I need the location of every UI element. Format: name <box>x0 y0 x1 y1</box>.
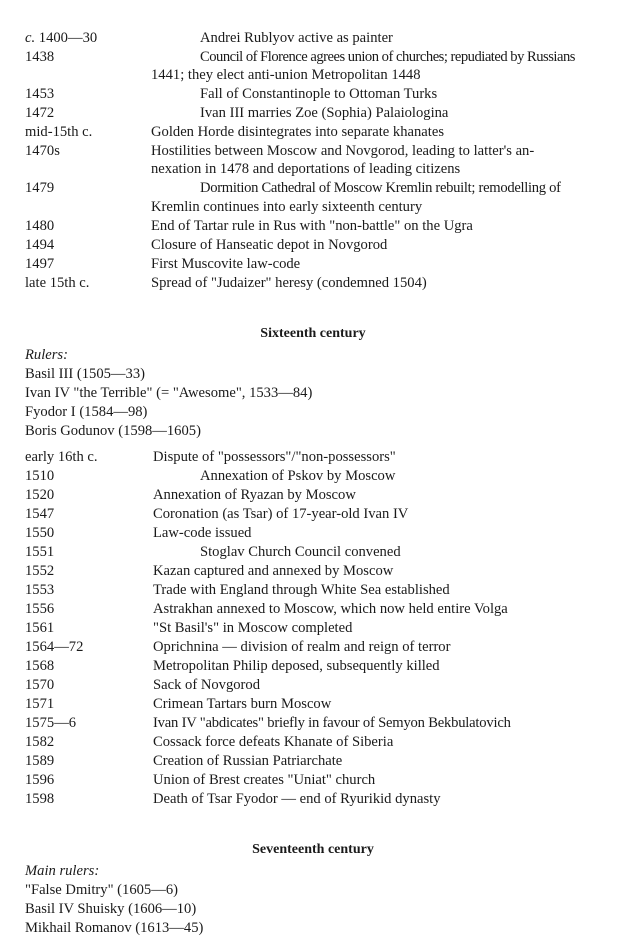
entry-date: 1480 <box>25 218 55 234</box>
entry-text: Crimean Tartars burn Moscow <box>153 696 332 712</box>
entry-date: c. 1400—30 <box>25 30 98 46</box>
section-heading: Seventeenth century <box>252 842 374 857</box>
entry-date: 1510 <box>25 468 55 484</box>
entry-date: mid-15th c. <box>25 124 93 140</box>
entry-date: early 16th c. <box>25 449 98 465</box>
ruler-item: Fyodor I (1584—98) <box>25 404 148 420</box>
entry-date: 1551 <box>25 544 55 560</box>
entry-date: 1552 <box>25 563 55 579</box>
entry-date: 1598 <box>25 791 55 807</box>
entry-date: 1520 <box>25 487 55 503</box>
entry-text-cont: nexation in 1478 and deportations of leading citizens <box>151 161 461 177</box>
entry-text: Creation of Russian Patriarchate <box>153 753 343 769</box>
entry-text: Death of Tsar Fyodor — end of Ryurikid dynasty <box>153 791 441 807</box>
entry-text: Andrei Rublyov active as painter <box>200 30 393 46</box>
entry-text: Golden Horde disintegrates into separate khanates <box>151 124 444 140</box>
entry-date: 1561 <box>25 620 55 636</box>
entry-date: 1575—6 <box>25 715 77 731</box>
entry-date: 1470s <box>25 143 60 159</box>
entry-text: Coronation (as Tsar) of 17-year-old Ivan IV <box>153 506 409 522</box>
ruler-item: Boris Godunov (1598—1605) <box>25 423 201 439</box>
entry-text: Union of Brest creates "Uniat" church <box>153 772 376 788</box>
ruler-item: Basil III (1505—33) <box>25 366 145 382</box>
entry-text: Dispute of "possessors"/"non-possessors" <box>153 449 396 465</box>
entry-text: Ivan IV "abdicates" briefly in favour of Semyon Bekbulatovich <box>153 715 511 731</box>
ruler-item: Mikhail Romanov (1613—45) <box>25 920 204 936</box>
entry-text: Astrakhan annexed to Moscow, which now held entire Volga <box>153 601 508 617</box>
entry-text: Law-code issued <box>153 525 252 541</box>
entry-text: End of Tartar rule in Rus with "non-battle" on the Ugra <box>151 218 473 234</box>
entry-date: late 15th c. <box>25 275 90 291</box>
entry-text: Spread of "Judaizer" heresy (condemned 1504) <box>151 275 427 291</box>
entry-date: 1570 <box>25 677 55 693</box>
entry-text: Cossack force defeats Khanate of Siberia <box>153 734 394 750</box>
entry-text: Annexation of Pskov by Moscow <box>200 468 396 484</box>
entry-text: Fall of Constantinople to Ottoman Turks <box>200 86 438 102</box>
entry-text: Oprichnina — division of realm and reign of terror <box>153 639 451 655</box>
entry-date: 1571 <box>25 696 55 712</box>
entry-date: 1494 <box>25 237 55 253</box>
entry-text: Kazan captured and annexed by Moscow <box>153 563 394 579</box>
entry-text: "St Basil's" in Moscow completed <box>153 620 353 636</box>
entry-date: 1556 <box>25 601 55 617</box>
entry-date: 1596 <box>25 772 55 788</box>
section-heading: Sixteenth century <box>260 326 366 341</box>
entry-text-cont: Kremlin continues into early sixteenth century <box>151 199 423 215</box>
entry-text: Closure of Hanseatic depot in Novgorod <box>151 237 388 253</box>
rulers-label: Main rulers: <box>25 863 100 879</box>
entry-text: Council of Florence agrees union of churches; repudiated by Russians <box>200 49 575 65</box>
ruler-item: "False Dmitry" (1605—6) <box>25 882 178 898</box>
entry-text: Sack of Novgorod <box>153 677 261 693</box>
entry-text: Hostilities between Moscow and Novgorod, leading to latter's an- <box>151 143 535 159</box>
entry-date: 1479 <box>25 180 55 196</box>
entry-text-cont: 1441; they elect anti-union Metropolitan 1448 <box>151 67 421 83</box>
entry-text: Ivan III marries Zoe (Sophia) Palaiologina <box>200 105 449 121</box>
entry-date: 1438 <box>25 49 55 65</box>
entry-text: Dormition Cathedral of Moscow Kremlin rebuilt; remodelling of <box>200 180 561 196</box>
rulers-label: Rulers: <box>25 347 68 363</box>
entry-date: 1582 <box>25 734 55 750</box>
ruler-item: Ivan IV "the Terrible" (= "Awesome", 1533—84) <box>25 385 313 401</box>
entry-date: 1550 <box>25 525 55 541</box>
entry-date: 1472 <box>25 105 55 121</box>
entry-text: First Muscovite law-code <box>151 256 301 272</box>
entry-date: 1568 <box>25 658 55 674</box>
entry-date: 1547 <box>25 506 55 522</box>
ruler-item: Basil IV Shuisky (1606—10) <box>25 901 197 917</box>
entry-date: 1564—72 <box>25 639 84 655</box>
entry-date: 1589 <box>25 753 55 769</box>
entry-date: 1553 <box>25 582 55 598</box>
entry-text: Annexation of Ryazan by Moscow <box>153 487 356 503</box>
entry-text: Metropolitan Philip deposed, subsequently killed <box>153 658 440 674</box>
entry-text: Trade with England through White Sea established <box>153 582 450 598</box>
entry-date: 1497 <box>25 256 55 272</box>
entry-text: Stoglav Church Council convened <box>200 544 401 560</box>
entry-date: 1453 <box>25 86 55 102</box>
